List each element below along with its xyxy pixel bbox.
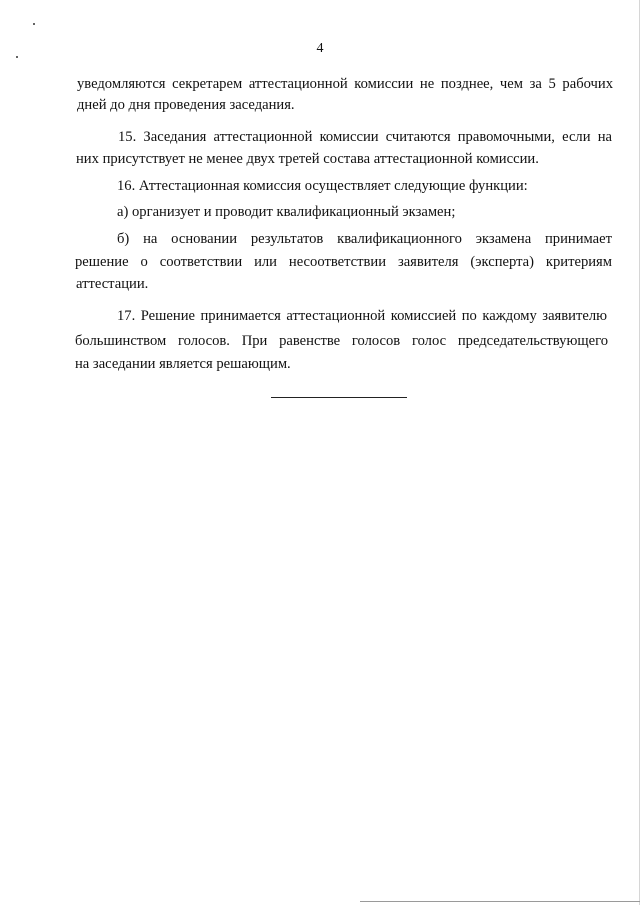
- paragraph-1-line-1: уведомляются секретарем аттестационной комиссии не позднее, чем за 5 рабочих: [77, 76, 613, 92]
- scan-speck: [33, 23, 35, 25]
- page-number: 4: [316, 41, 324, 56]
- scan-edge-line: [360, 901, 640, 902]
- item-b-line-3: аттестации.: [76, 276, 149, 292]
- paragraph-16-line-1: 16. Аттестационная комиссия осуществляет следующие функции:: [117, 178, 528, 194]
- paragraph-1-line-2: дней до дня проведения заседания.: [77, 97, 295, 113]
- item-b-line-1: б) на основании результатов квалификационного экзамена принимает: [117, 231, 612, 247]
- item-b-line-2: решение о соответствии или несоответствии заявителя (эксперта) критериям: [75, 254, 612, 270]
- paragraph-17-line-2: большинством голосов. При равенстве голосов голос председательствующего: [75, 333, 608, 349]
- paragraph-17-line-3: на заседании является решающим.: [75, 356, 291, 372]
- item-a-line-1: а) организует и проводит квалификационный экзамен;: [117, 204, 456, 220]
- paragraph-17-line-1: 17. Решение принимается аттестационной комиссией по каждому заявителю: [117, 308, 607, 324]
- paragraph-15-line-2: них присутствует не менее двух третей состава аттестационной комиссии.: [76, 151, 539, 167]
- end-separator-line: [271, 397, 407, 398]
- paragraph-15-line-1: 15. Заседания аттестационной комиссии считаются правомочными, если на: [118, 129, 612, 145]
